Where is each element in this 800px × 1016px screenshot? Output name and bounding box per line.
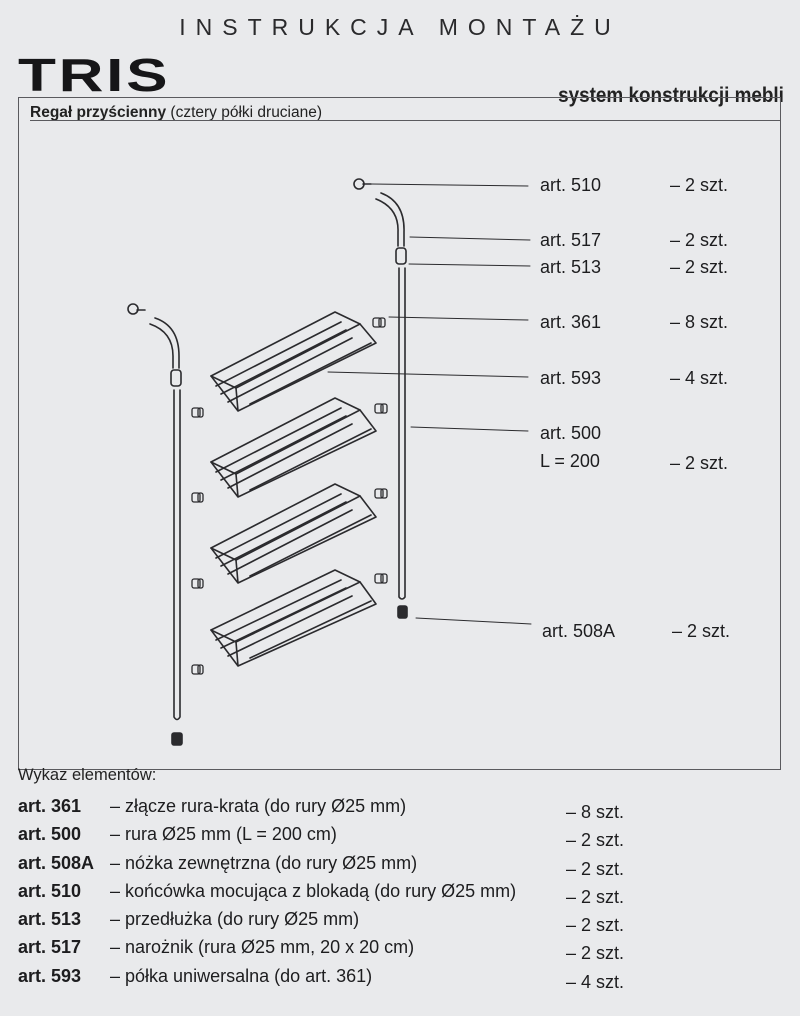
parts-list [18,796,798,994]
parts-row [18,853,798,881]
parts-row [18,966,798,994]
caption-detail: (cztery półki druciane) [166,104,323,121]
part-code: art. 517 [18,937,82,958]
part-code: art. 500 [18,824,82,845]
parts-list-heading: Wykaz elementów: [18,766,157,784]
shelf [211,484,376,583]
shelf [211,570,376,666]
shelf [211,312,376,411]
part-description: – złącze rura-krata (do rury Ø25 mm) [110,796,407,816]
leader-lines [328,184,531,624]
part-description: – narożnik (rura Ø25 mm, 20 x 20 cm) [110,937,415,958]
part-quantity: – 2 szt. [566,830,625,851]
part-quantity: – 2 szt. [566,858,625,879]
caption-product-name: Regał przyścienny [30,104,167,121]
right-post [354,179,407,618]
part-quantity: – 8 szt. [566,802,625,822]
part-quantity: – 4 szt. [566,971,625,992]
part-code: art. 593 [18,965,82,986]
parts-row [18,796,798,824]
subtitle: system konstrukcji mebli [558,84,784,107]
corner-bend [150,318,179,368]
parts-row [18,881,798,909]
part-description: – rura Ø25 mm (L = 200 cm) [110,824,337,845]
part-quantity: – 2 szt. [566,915,625,936]
document-title: INSTRUKCJA MONTAŻU [179,14,621,40]
tube [174,390,180,720]
parts-row [18,824,798,852]
foot [398,606,407,618]
part-code: art. 513 [18,909,82,930]
extension-sleeve [396,248,406,264]
part-description: – półka uniwersalna (do art. 361) [110,965,373,986]
parts-row [18,937,798,965]
foot [172,733,182,745]
extension-sleeve [171,370,181,386]
part-quantity: – 2 szt. [566,886,625,907]
part-description: – przedłużka (do rury Ø25 mm) [110,909,360,930]
part-code: art. 508A [18,852,95,873]
part-quantity: – 2 szt. [566,943,625,964]
part-description: – końcówka mocująca z blokadą (do rury Ø25 mm) [110,880,517,901]
brand-logo: TRIS [18,49,171,101]
parts-row [18,909,798,937]
corner-bend [376,193,404,246]
left-post [128,304,182,745]
part-code: art. 510 [18,880,82,901]
end-cap-icon [128,304,138,314]
part-code: art. 361 [18,796,82,816]
shelf [211,398,376,497]
part-description: – nóżka zewnętrzna (do rury Ø25 mm) [110,852,418,873]
